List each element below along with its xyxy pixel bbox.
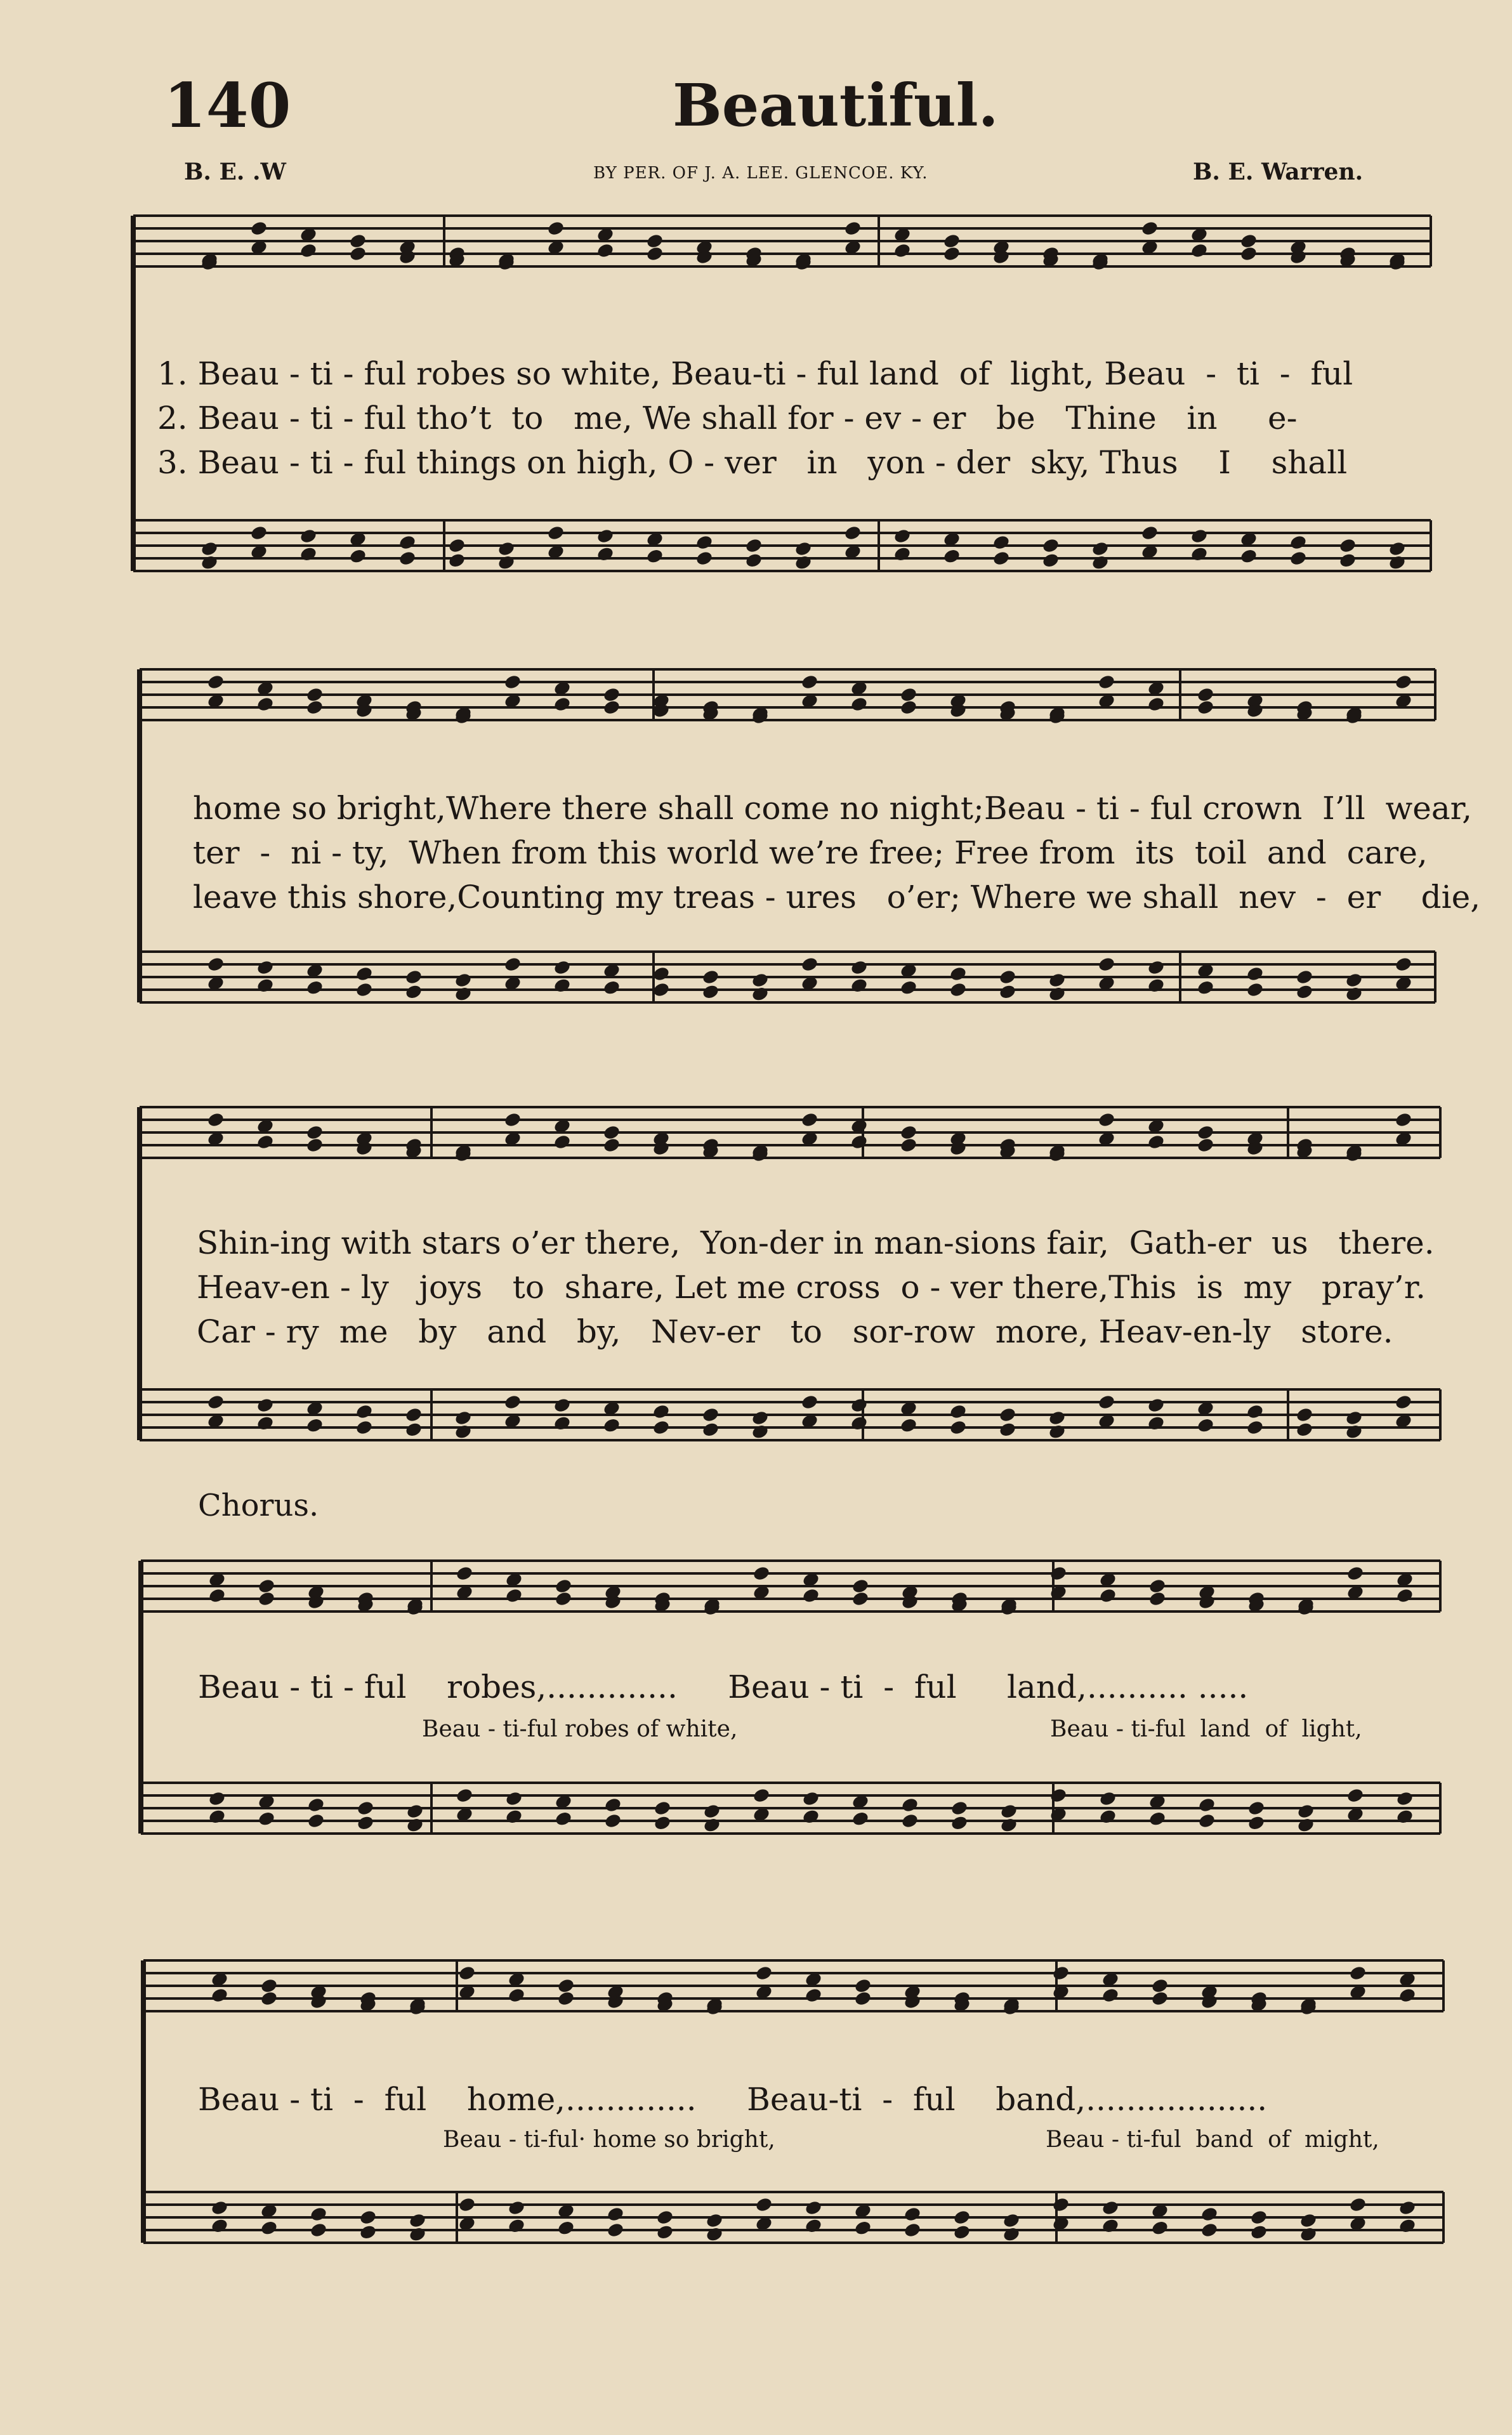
music-credit: B. E. Warren. bbox=[1193, 159, 1364, 185]
chorus-line2: Beau - ti - ful home,............. Beau-ti - ful band,.................. bbox=[198, 2081, 1268, 2118]
chorus-line1-lower-b: Beau - ti-ful land of light, bbox=[1050, 1716, 1362, 1742]
system1-verse3: 3. Beau - ti - ful things on high, O - ver in yon - der sky, Thus I shall bbox=[157, 444, 1348, 481]
page-number: 140 bbox=[164, 70, 291, 141]
chorus-line1: Beau - ti - ful robes,............. Beau - ti - ful land,.......... ..... bbox=[198, 1669, 1249, 1705]
system2-verse2: ter - ni - ty, When from this world we’re free; Free from its toil and care, bbox=[193, 834, 1428, 871]
system3-verse3: Car - ry me by and by, Nev-er to sor-row more, Heav-en-ly store. bbox=[197, 1313, 1393, 1350]
system1-verse1: 1. Beau - ti - ful robes so white, Beau-ti - ful land of light, Beau - ti - ful bbox=[157, 355, 1353, 392]
system2-verse3: leave this shore,Counting my treas - ures o’er; Where we shall nev - er die, bbox=[193, 879, 1481, 916]
words-credit: B. E. .W bbox=[184, 159, 286, 185]
hymn-title: Beautiful. bbox=[673, 71, 999, 140]
chorus-label: Chorus. bbox=[198, 1488, 319, 1523]
system2-verse1: home so bright,Where there shall come no night;Beau - ti - ful crown I’ll wear, bbox=[193, 790, 1472, 827]
system1-verse2: 2. Beau - ti - ful tho’t to me, We shall for - ev - er be Thine in e- bbox=[157, 400, 1298, 436]
chorus-line2-lower-a: Beau - ti-ful· home so bright, bbox=[443, 2127, 775, 2153]
chorus-line1-lower-a: Beau - ti-ful robes of white, bbox=[422, 1716, 738, 1742]
chorus-line2-lower-b: Beau - ti-ful band of might, bbox=[1046, 2127, 1379, 2153]
permission-note: BY PER. OF J. A. LEE. GLENCOE. KY. bbox=[593, 164, 928, 183]
system3-verse2: Heav-en - ly joys to share, Let me cross o - ver there,This is my pray’r. bbox=[197, 1269, 1426, 1306]
system3-verse1: Shin-ing with stars o’er there, Yon-der in man-sions fair, Gath-er us there. bbox=[197, 1224, 1435, 1261]
